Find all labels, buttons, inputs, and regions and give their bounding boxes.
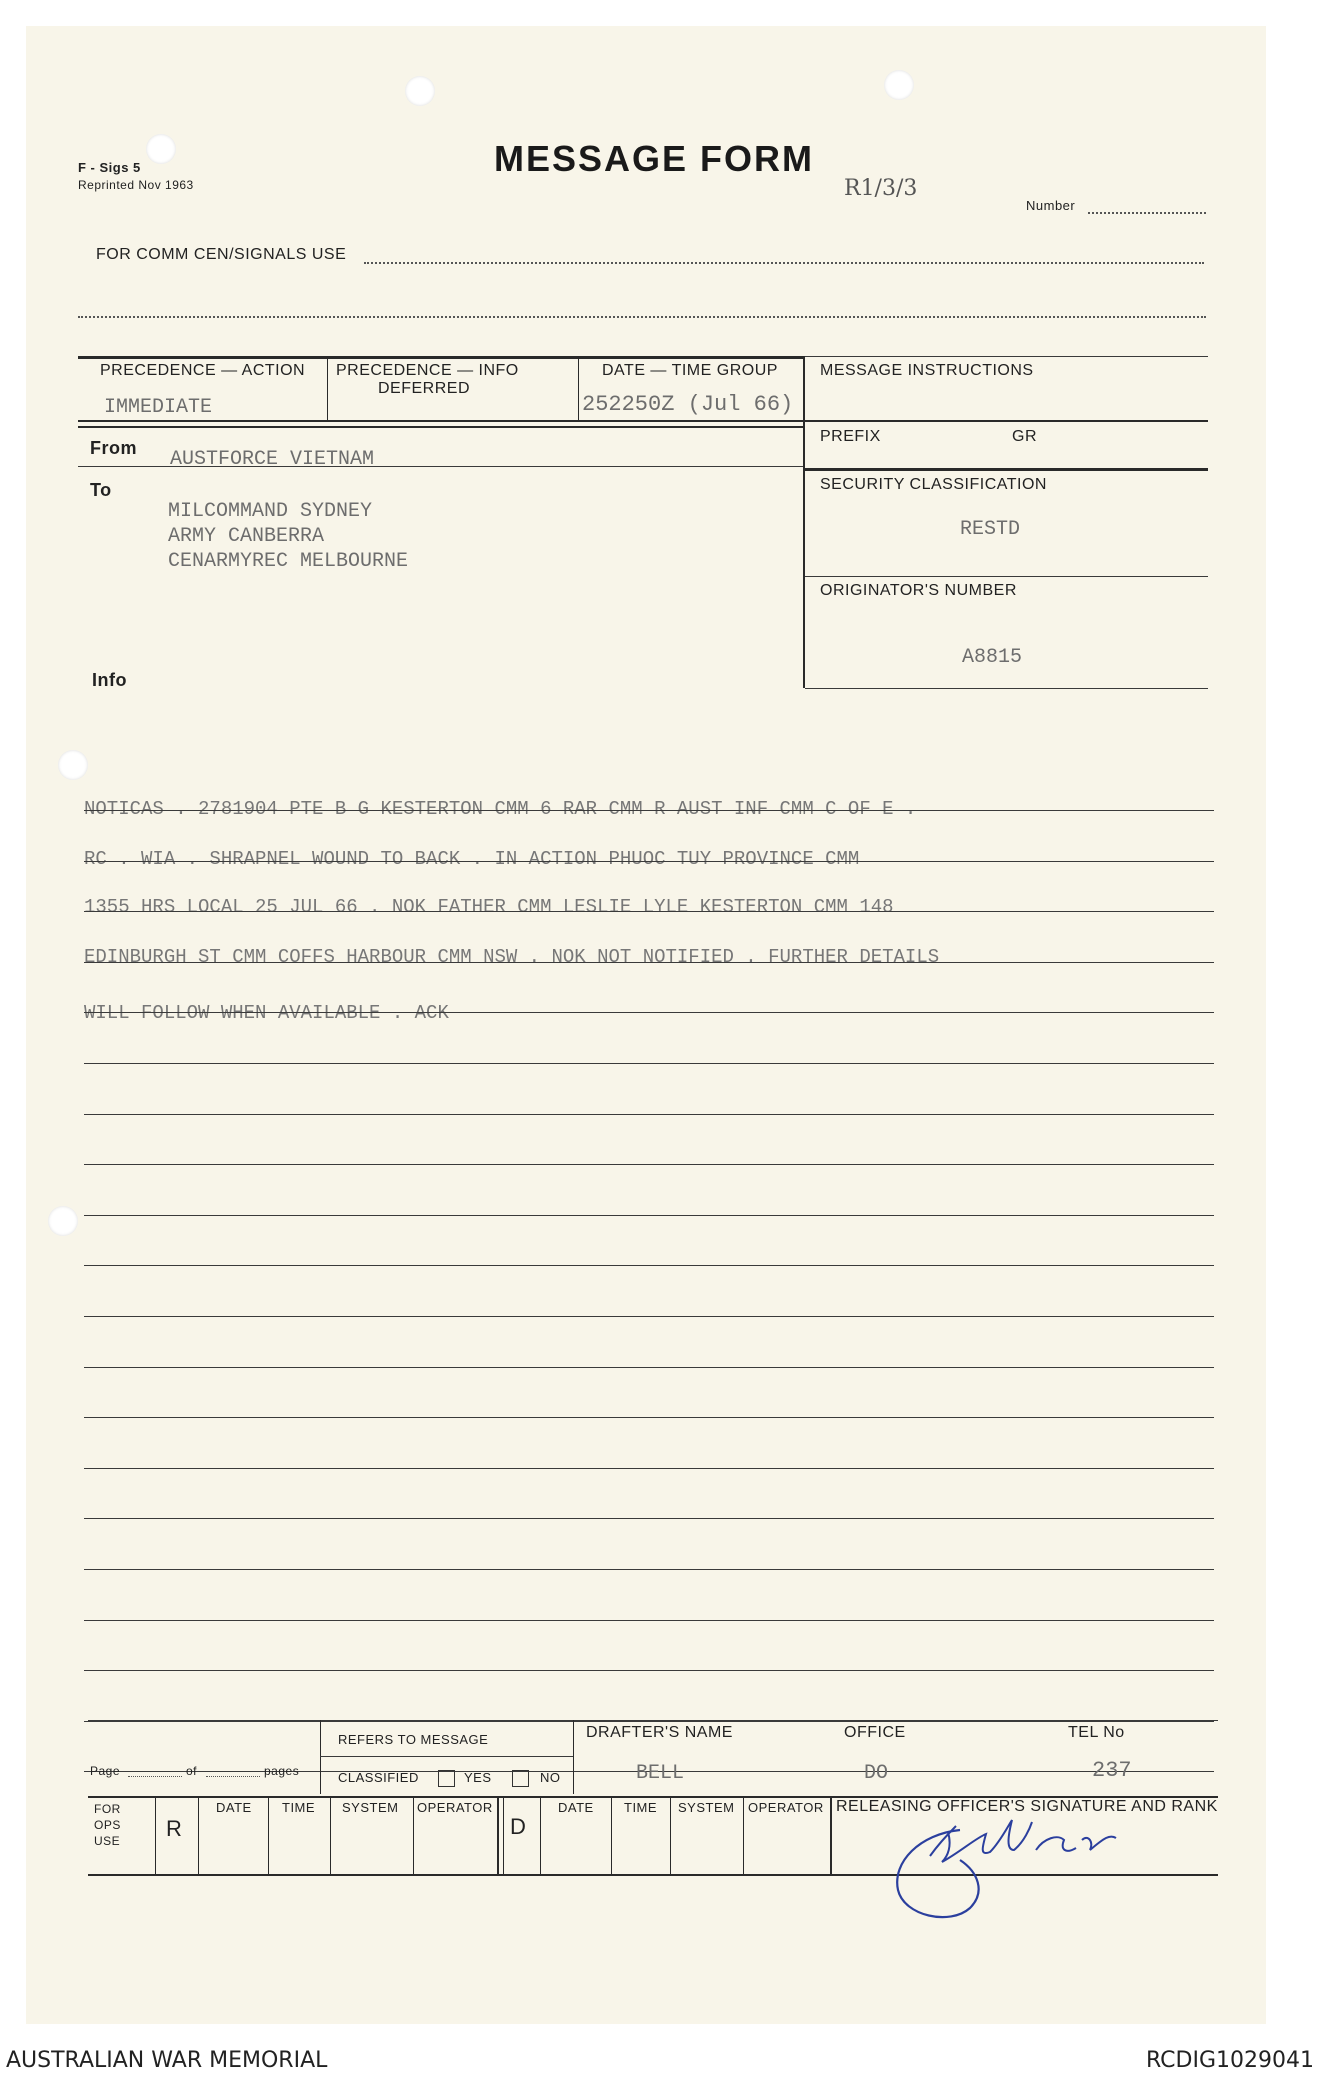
date-column-label: DATE <box>558 1800 594 1815</box>
prefix-label: PREFIX <box>820 428 881 445</box>
table-border <box>805 576 1208 577</box>
classified-yes-label: YES <box>464 1770 492 1785</box>
message-text-line: 1355 HRS LOCAL 25 JUL 66 . NOK FATHER CMM LESLIE LYLE KESTERTON CMM 148 <box>84 896 894 918</box>
security-classification-value: RESTD <box>960 518 1021 541</box>
of-label: of <box>186 1764 198 1778</box>
office-value: DO <box>864 1762 889 1785</box>
to-line: MILCOMMAND SYDNEY <box>168 500 373 523</box>
table-border <box>578 356 579 420</box>
ops-border <box>413 1796 414 1874</box>
ruled-line <box>84 1569 1214 1570</box>
dtg-label: DATE — TIME GROUP <box>602 362 778 379</box>
ruled-line <box>84 810 1214 811</box>
tel-no-value: 237 <box>1092 1758 1132 1783</box>
ruled-line <box>84 1316 1214 1317</box>
classified-no-checkbox[interactable] <box>512 1770 529 1787</box>
to-label: To <box>90 480 112 500</box>
table-border <box>805 420 1208 422</box>
punch-hole <box>405 76 435 106</box>
originators-number-value: A8815 <box>962 646 1023 669</box>
date-column-label: DATE <box>216 1800 252 1815</box>
number-field <box>1088 212 1206 214</box>
r-column-label: R <box>166 1816 183 1841</box>
comm-cen-field <box>364 262 1204 264</box>
releasing-officer-label: RELEASING OFFICER'S SIGNATURE AND RANK <box>836 1798 1218 1815</box>
time-column-label: TIME <box>282 1800 316 1815</box>
footer-reference-id: RCDIG1029041 <box>1145 2048 1314 2073</box>
precedence-action-label: PRECEDENCE — ACTION <box>100 362 306 379</box>
ruled-line <box>84 1265 1214 1266</box>
punch-hole <box>884 70 914 100</box>
table-border <box>805 688 1208 689</box>
operator-column-label: OPERATOR <box>748 1800 824 1815</box>
form-code: F - Sigs 5 <box>78 160 141 175</box>
page-label: Page <box>90 1764 121 1778</box>
punch-hole <box>58 750 88 780</box>
page-field <box>128 1776 182 1777</box>
for-ops-use-label: OPS <box>94 1818 121 1832</box>
ruled-line <box>84 1367 1214 1368</box>
ruled-line <box>84 1468 1214 1469</box>
table-border <box>805 468 1208 471</box>
to-line: ARMY CANBERRA <box>168 525 325 548</box>
punch-hole <box>48 1206 78 1236</box>
ops-border <box>198 1796 199 1874</box>
ops-border <box>611 1796 612 1874</box>
ruled-line <box>84 1012 1214 1013</box>
classified-no-label: NO <box>540 1770 561 1785</box>
for-ops-use-label: FOR <box>94 1802 121 1816</box>
for-ops-use-label: USE <box>94 1834 121 1848</box>
ops-border <box>743 1796 744 1874</box>
ops-border <box>670 1796 671 1874</box>
ruled-line <box>84 861 1214 862</box>
bottom-border <box>88 1720 1218 1721</box>
ops-border <box>155 1796 156 1874</box>
precedence-info-sublabel: DEFERRED <box>378 380 471 397</box>
ruled-line <box>84 1518 1214 1519</box>
comm-cen-field-2 <box>78 316 1206 318</box>
message-text-line: EDINBURGH ST CMM COFFS HARBOUR CMM NSW . NOK NOT NOTIFIED . FURTHER DETAILS <box>84 946 940 968</box>
time-column-label: TIME <box>624 1800 658 1815</box>
security-classification-label: SECURITY CLASSIFICATION <box>820 476 1047 493</box>
refers-to-message-label: REFERS TO MESSAGE <box>338 1732 489 1747</box>
table-border <box>803 356 805 688</box>
punch-hole <box>146 134 176 164</box>
tel-no-label: TEL No <box>1068 1724 1125 1741</box>
drafters-name-value: BELL <box>636 1762 685 1785</box>
reprinted-note: Reprinted Nov 1963 <box>78 178 194 192</box>
message-text-line: WILL FOLLOW WHEN AVAILABLE . ACK <box>84 1002 449 1024</box>
precedence-info-label: PRECEDENCE — INFO <box>336 362 519 379</box>
classified-yes-checkbox[interactable] <box>438 1770 455 1787</box>
ruled-line <box>84 1670 1214 1671</box>
ruled-line <box>84 1164 1214 1165</box>
from-value: AUSTFORCE VIETNAM <box>170 448 375 471</box>
ruled-line <box>84 1063 1214 1064</box>
file-reference: R1/3/3 <box>844 176 918 201</box>
bottom-border <box>573 1720 574 1794</box>
table-border <box>78 356 803 359</box>
operator-column-label: OPERATOR <box>417 1800 493 1815</box>
table-border <box>78 420 803 422</box>
ops-border <box>830 1796 832 1874</box>
ops-border <box>497 1796 499 1874</box>
ops-border <box>540 1796 541 1874</box>
ops-border <box>503 1796 504 1874</box>
pages-label: pages <box>264 1764 300 1778</box>
ruled-line <box>84 1620 1214 1621</box>
d-column-label: D <box>510 1814 527 1839</box>
ops-border <box>268 1796 269 1874</box>
bottom-border <box>320 1756 573 1757</box>
ruled-line <box>84 1721 1214 1722</box>
number-label: Number <box>1026 198 1076 213</box>
table-border <box>805 356 1208 357</box>
table-border <box>78 426 803 428</box>
office-label: OFFICE <box>844 1724 906 1741</box>
message-instructions-label: MESSAGE INSTRUCTIONS <box>820 362 1034 379</box>
ruled-line <box>84 962 1214 963</box>
system-column-label: SYSTEM <box>342 1800 399 1815</box>
info-label: Info <box>92 670 127 690</box>
ruled-line <box>84 1114 1214 1115</box>
message-text-line: RC . WIA . SHRAPNEL WOUND TO BACK . IN ACTION PHUOC TUY PROVINCE CMM <box>84 848 860 870</box>
ruled-line <box>84 1417 1214 1418</box>
ruled-line <box>84 1215 1214 1216</box>
ops-border <box>330 1796 331 1874</box>
footer-credit: AUSTRALIAN WAR MEMORIAL <box>6 2048 328 2073</box>
ruled-line <box>84 911 1214 912</box>
comm-cen-label: FOR COMM CEN/SIGNALS USE <box>96 246 347 263</box>
classified-label: CLASSIFIED <box>338 1770 419 1785</box>
precedence-action-value: IMMEDIATE <box>104 396 213 419</box>
officer-signature <box>890 1812 1130 1928</box>
to-line: CENARMYREC MELBOURNE <box>168 550 409 573</box>
message-text-line: NOTICAS . 2781904 PTE B G KESTERTON CMM 6 RAR CMM R AUST INF CMM C OF E . <box>84 798 917 820</box>
page-title: MESSAGE FORM <box>494 138 815 179</box>
dtg-value: 252250Z (Jul 66) <box>582 392 794 417</box>
pages-field <box>206 1776 260 1777</box>
from-label: From <box>90 438 137 458</box>
system-column-label: SYSTEM <box>678 1800 735 1815</box>
drafters-name-label: DRAFTER'S NAME <box>586 1724 733 1741</box>
gr-label: GR <box>1012 428 1037 445</box>
originators-number-label: ORIGINATOR'S NUMBER <box>820 582 1017 599</box>
bottom-border <box>320 1720 321 1794</box>
table-border <box>327 356 328 420</box>
